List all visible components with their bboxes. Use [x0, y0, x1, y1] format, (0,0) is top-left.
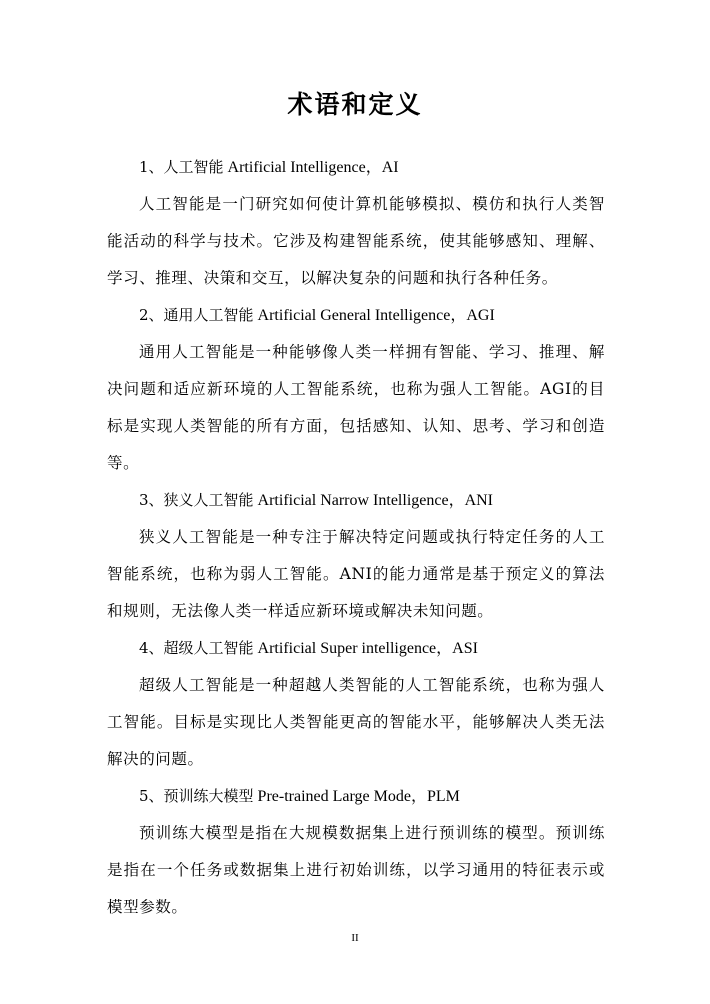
term-definition: 人工智能是一门研究如何使计算机能够模拟、模仿和执行人类智能活动的科学与技术。它涉及构建智能系统，使其能够感知、理解、学习、推理、决策和交互，以解决复杂的问题和执行各种任务。: [107, 195, 605, 287]
term-entry: [107, 630, 605, 778]
term-heading-cn: 4、超级人工智能: [139, 639, 254, 657]
term-heading: [107, 630, 605, 667]
term-heading: [107, 778, 605, 815]
term-entry: [107, 482, 605, 630]
term-heading: [107, 149, 605, 186]
term-definition: 预训练大模型是指在大规模数据集上进行预训练的模型。预训练是指在一个任务或数据集上进行初始训练，以学习通用的特征表示或模型参数。: [107, 824, 605, 916]
term-heading-cn: 5、预训练大模型: [139, 787, 254, 805]
term-entry: [107, 778, 605, 926]
term-heading-cn: 1、人工智能: [139, 158, 224, 176]
page-number: II: [351, 932, 359, 944]
term-entry: [107, 149, 605, 297]
term-entry: [107, 297, 605, 482]
term-heading-en: Artificial Intelligence，AI: [227, 159, 399, 176]
term-heading-cn: 2、通用人工智能: [139, 306, 254, 324]
terms-list: [107, 149, 605, 926]
term-definition: 狭义人工智能是一种专注于解决特定问题或执行特定任务的人工智能系统，也称为弱人工智能。ANI的能力通常是基于预定义的算法和规则，无法像人类一样适应新环境或解决未知问题。: [107, 528, 605, 620]
term-heading-en: Artificial Narrow Intelligence，ANI: [257, 492, 494, 509]
term-heading: [107, 482, 605, 519]
page-title: 术语和定义: [287, 90, 423, 119]
term-heading-en: Artificial General Intelligence，AGI: [257, 307, 495, 324]
term-definition: 通用人工智能是一种能够像人类一样拥有智能、学习、推理、解决问题和适应新环境的人工智能系统，也称为强人工智能。AGI的目标是实现人类智能的所有方面，包括感知、认知、思考、学习和创造等。: [107, 343, 605, 472]
term-heading-en: Artificial Super intelligence，ASI: [257, 640, 478, 657]
term-heading-cn: 3、狭义人工智能: [139, 491, 254, 509]
term-heading: [107, 297, 605, 334]
term-heading-en: Pre-trained Large Mode，PLM: [257, 788, 460, 805]
term-definition: 超级人工智能是一种超越人类智能的人工智能系统，也称为强人工智能。目标是实现比人类智能更高的智能水平，能够解决人类无法解决的问题。: [107, 676, 605, 768]
